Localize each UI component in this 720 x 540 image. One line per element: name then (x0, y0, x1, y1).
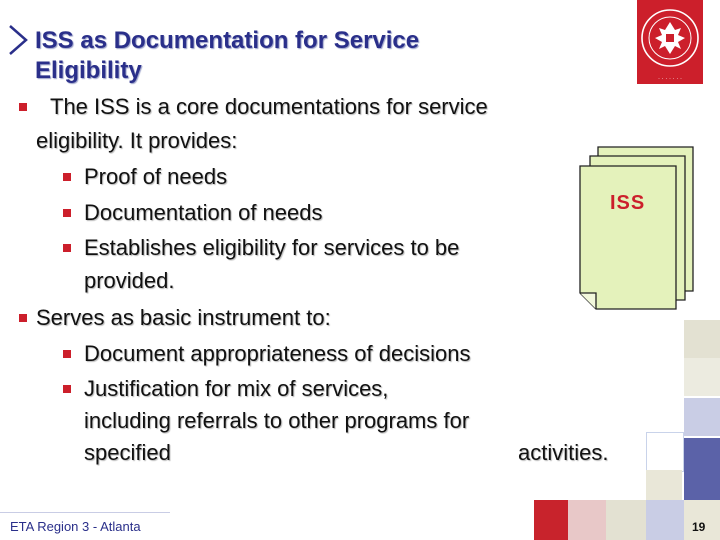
sub-bullet-establishes-eligibility: Establishes eligibility for services to be (84, 235, 460, 260)
corner-decoration-block (646, 470, 682, 500)
sub-bullet-documentation-of-needs: Documentation of needs (84, 200, 323, 225)
department-seal-logo (637, 0, 703, 84)
bullet-marker (63, 244, 71, 252)
bullet-marker (19, 314, 27, 322)
corner-decoration-block (646, 432, 684, 472)
page-number: 19 (692, 520, 706, 534)
footer-label: ETA Region 3 - Atlanta (10, 519, 141, 534)
corner-decoration-block (684, 398, 720, 436)
footer-decoration-block (646, 500, 684, 540)
document-stack-icon (575, 144, 700, 314)
sub-bullet-justification-cont-2b: activities. (518, 440, 609, 465)
slide-title-line-2: Eligibility (35, 57, 142, 84)
chevron-right-icon (2, 22, 32, 58)
corner-decoration-block (684, 358, 720, 396)
sub-bullet-justification: Justification for mix of services, (84, 376, 389, 401)
sub-bullet-proof-of-needs: Proof of needs (84, 164, 228, 189)
bullet-marker (19, 103, 27, 111)
svg-text:· · · · · · ·: · · · · · · · (658, 76, 682, 82)
sub-bullet-establishes-eligibility-cont: provided. (84, 268, 175, 293)
seal-emblem-icon (637, 0, 703, 84)
footer-decoration-block (568, 500, 606, 540)
slide-title (35, 26, 595, 86)
footer-divider (0, 512, 170, 513)
corner-decoration-block (684, 320, 720, 358)
sub-bullet-justification-cont-2a: specified (84, 440, 171, 465)
bullet-marker (63, 350, 71, 358)
sub-bullet-document-appropriateness: Document appropriateness of decisions (84, 341, 471, 366)
body-line-2: eligibility. It provides: (36, 128, 238, 153)
body-line-1: The ISS is a core documentations for service (50, 94, 488, 119)
sub-bullet-justification-cont-1: including referrals to other programs for (84, 408, 470, 433)
slide-title-line-1: ISS as Documentation for Service (35, 27, 420, 54)
footer-decoration-block (606, 500, 646, 540)
footer-decoration-block (534, 500, 568, 540)
document-stack-label: ISS (610, 192, 646, 214)
bullet-marker (63, 385, 71, 393)
body-line-serves-as: Serves as basic instrument to: (36, 305, 331, 330)
bullet-marker (63, 209, 71, 217)
corner-decoration-block (684, 438, 720, 500)
bullet-marker (63, 173, 71, 181)
